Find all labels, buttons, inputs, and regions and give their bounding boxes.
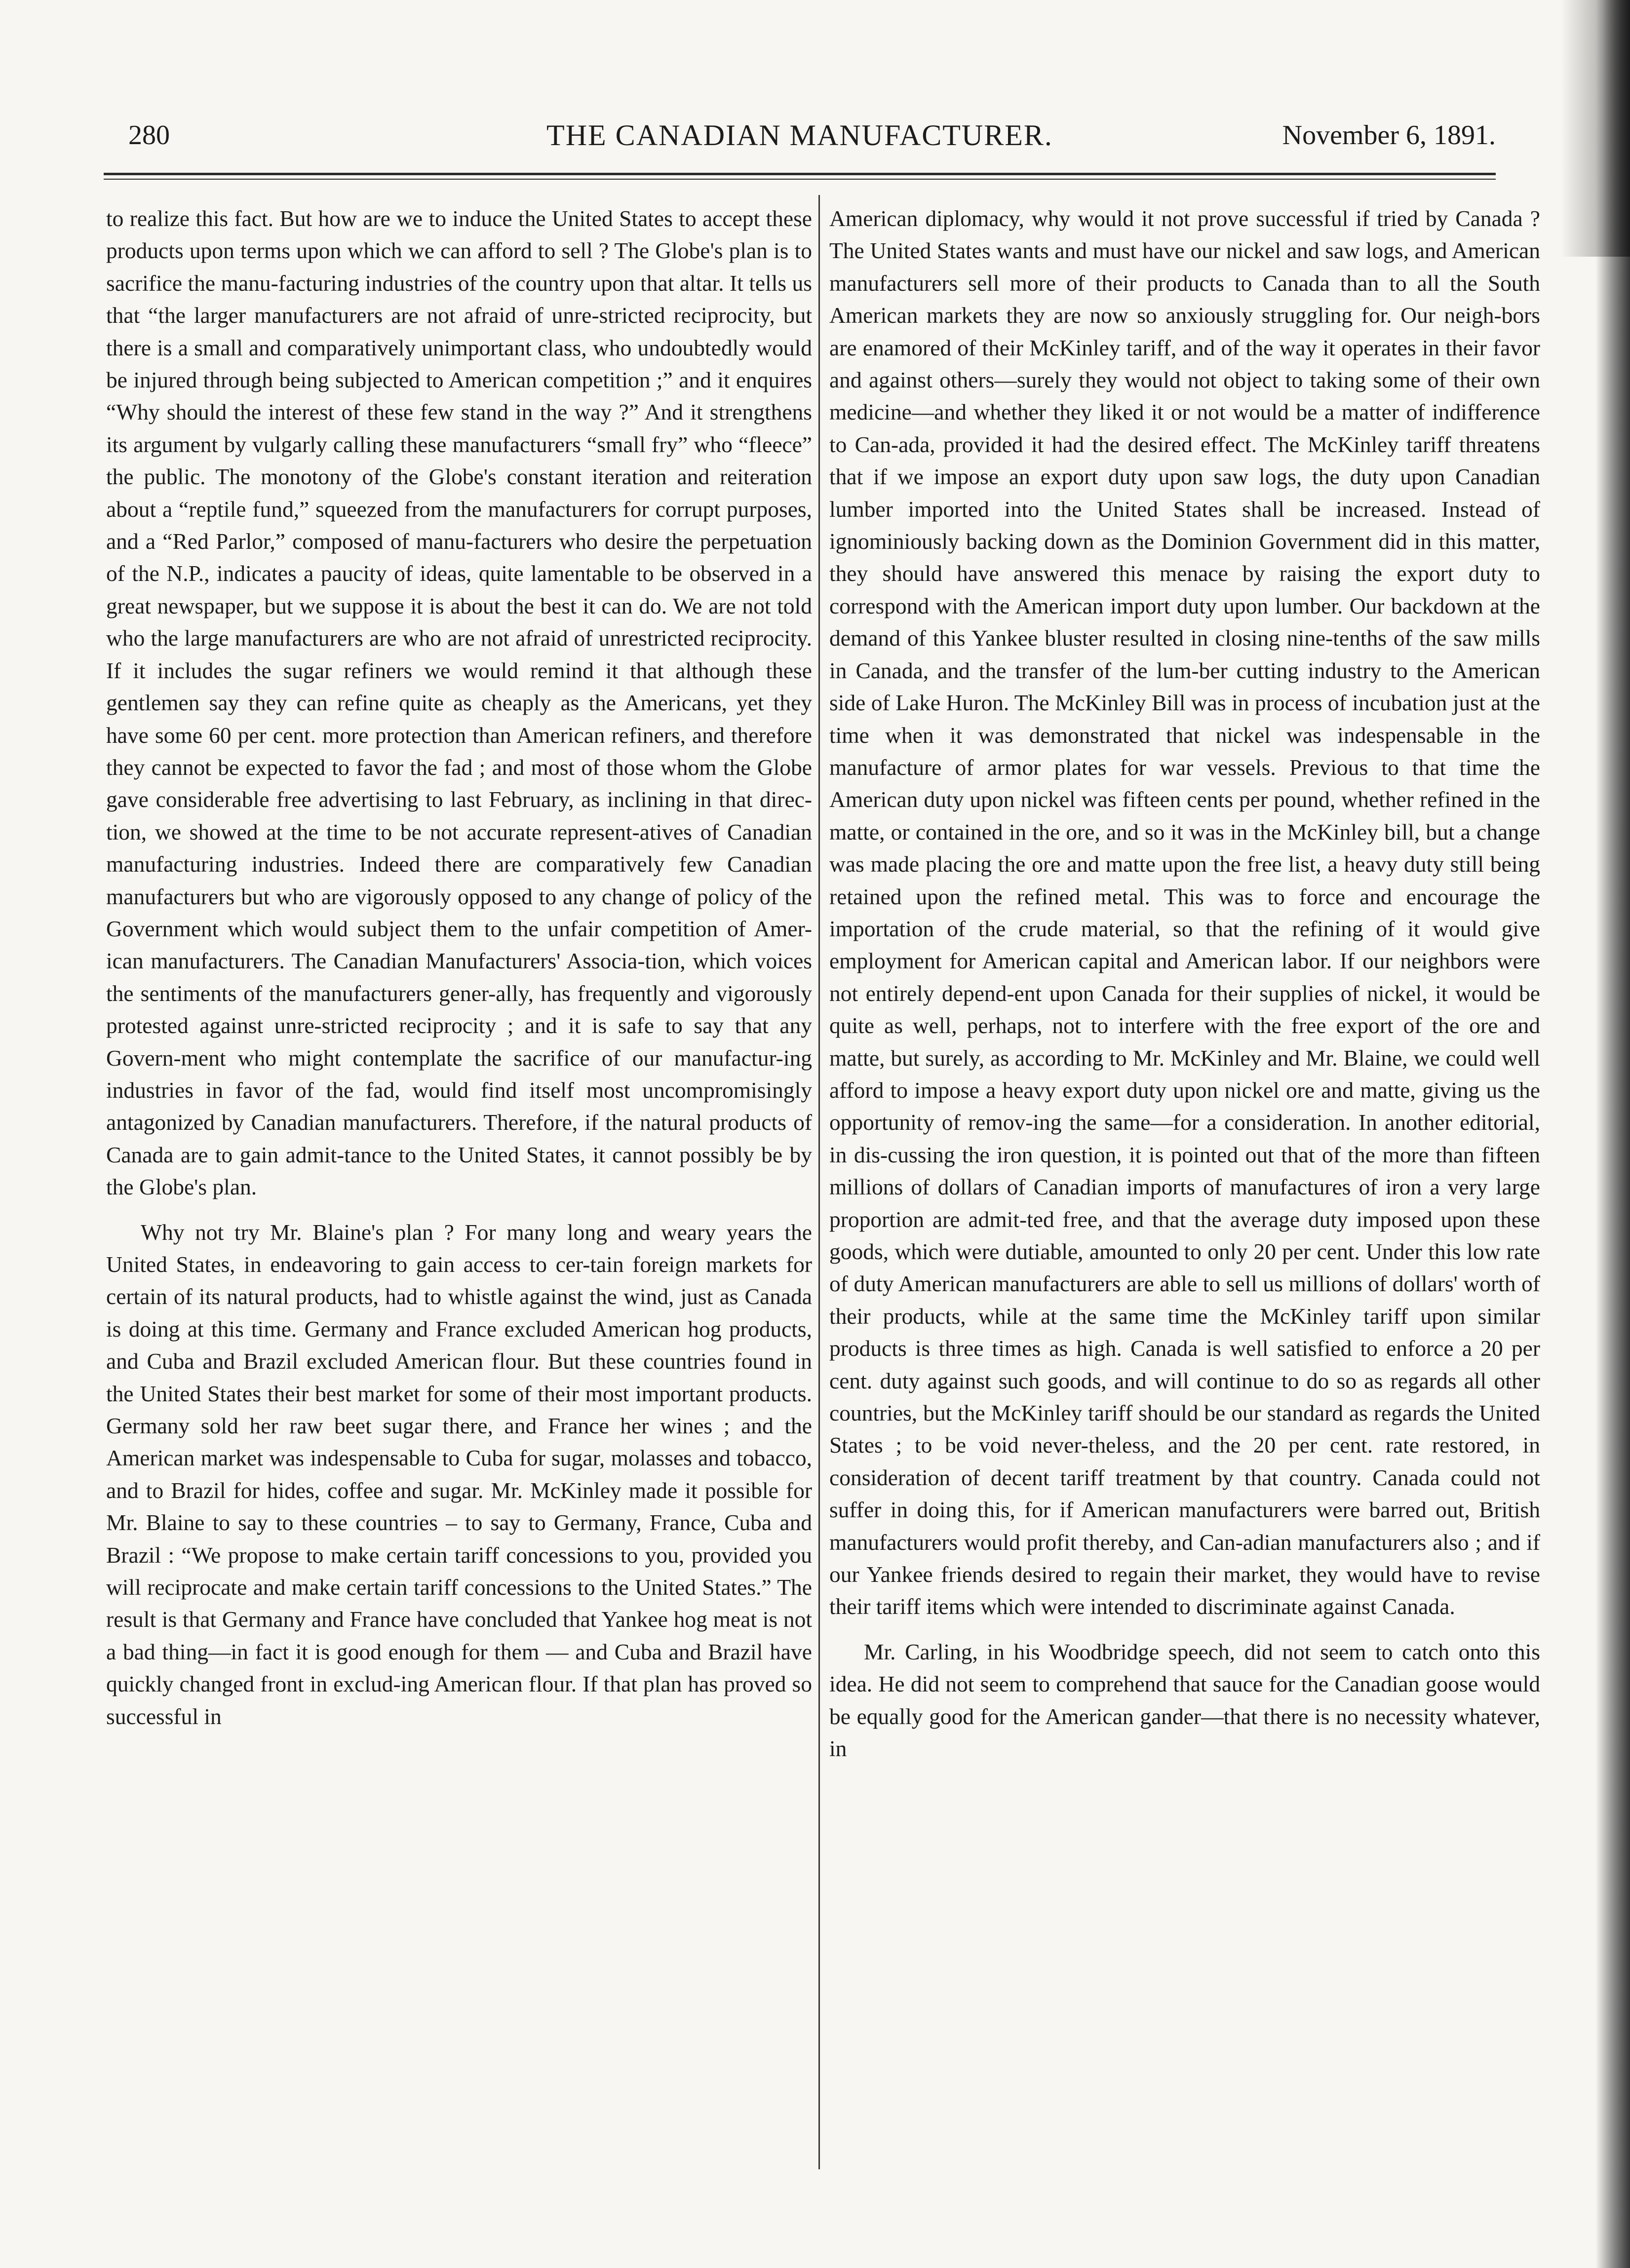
column-divider: [818, 195, 820, 2169]
header-rule-thick: [104, 173, 1496, 175]
left-paragraph-2: Why not try Mr. Blaine's plan ? For many long and weary years the United States, in endeavoring to gain access to cer-tain foreign markets for certain of its natural products, had to whistle against the wind, just as Canada is doing at this time. Germany and France excluded American hog products, and Cuba and Brazil excluded American flour. But these countries found in the United States their best market for some of their most important products. Germany sold her raw beet sugar there, and France her wines ; and the American market was indespensable to Cuba for sugar, molasses and tobacco, and to Brazil for hides, coffee and sugar. Mr. McKinley made it possible for Mr. Blaine to say to these countries – to say to Germany, France, Cuba and Brazil : “We propose to make certain tariff concessions to you, provided you will reciprocate and make certain tariff concessions to the United States.” The result is that Germany and France have concluded that Yankee hog meat is not a bad thing—in fact it is good enough for them — and Cuba and Brazil have quickly changed front in exclud-ing American flour. If that plan has proved so successful in: [106, 1219, 812, 1729]
page-edge-tear: [1561, 0, 1630, 257]
page-header: [104, 114, 1496, 163]
page-edge-shadow: [1595, 0, 1630, 2268]
issue-date: November 6, 1891.: [1282, 120, 1496, 151]
left-paragraph-1: to realize this fact. But how are we to induce the United States to accept these products upon terms upon which we can afford to sell ? The Globe's plan is to sacrifice the manu-facturing industries of the country upon that altar. It tells us that “the larger manufacturers are not afraid of unre-stricted reciprocity, but there is a small and comparatively unimportant class, who undoubtedly would be injured through being subjected to American competition ;” and it enquires “Why should the interest of these few stand in the way ?” And it strengthens its argument by vulgarly calling these manufacturers “small fry” who “fleece” the public. The monotony of the Globe's constant iteration and reiteration about a “reptile fund,” squeezed from the manufacturers for corrupt purposes, and a “Red Parlor,” composed of manu-facturers who desire the perpetuation of the N.P., indicates a paucity of ideas, quite lamentable to be observed in a great newspaper, but we suppose it is about the best it can do. We are not told who the large manufacturers are who are not afraid of unrestricted reciprocity. If it includes the sugar refiners we would remind it that although these gentlemen say they can refine quite as cheaply as the Americans, yet they have some 60 per cent. more protection than American refiners, and therefore they cannot be expected to favor the fad ; and most of those whom the Globe gave considerable free advertising to last February, as inclining in that direc-tion, we showed at the time to be not accurate represent-atives of Canadian manufacturing industries. Indeed there are comparatively few Canadian manufacturers but who are vigorously opposed to any change of policy of the Government which would subject them to the unfair competition of Amer-ican manufacturers. The Canadian Manufacturers' Associa-tion, which voices the sentiments of the manufacturers gener-ally, has frequently and vigorously protested against unre-stricted reciprocity ; and it is safe to say that any Govern-ment who might contemplate the sacrifice of our manufactur-ing industries in favor of the fad, would find itself most uncompromisingly antagonized by Canadian manufacturers. Therefore, if the natural products of Canada are to gain admit-tance to the United States, it cannot possibly be by the Globe's plan.: [106, 206, 812, 1200]
right-paragraph-2: Mr. Carling, in his Woodbridge speech, did not seem to catch onto this idea. He did not seem to comprehend that sauce for the Canadian goose would be equally good for the American gander—that there is no necessity whatever, in: [829, 1639, 1540, 1762]
header-rule-thin: [104, 179, 1496, 180]
right-paragraph-1: American diplomacy, why would it not prove successful if tried by Canada ? The United States wants and must have our nickel and saw logs, and American manufacturers sell more of their products to Canada than to all the South American markets they are now so anxiously struggling for. Our neigh-bors are enamored of their McKinley tariff, and of the way it operates in their favor and against others—surely they would not object to taking some of their own medicine—and whether they liked it or not would be a matter of indifference to Can-ada, provided it had the desired effect. The McKinley tariff threatens that if we impose an export duty upon saw logs, the duty upon Canadian lumber imported into the United States shall be increased. Instead of ignominiously backing down as the Dominion Government did in this matter, they should have answered this menace by raising the export duty to correspond with the American import duty upon lumber. Our backdown at the demand of this Yankee bluster resulted in closing nine-tenths of the saw mills in Canada, and the transfer of the lum-ber cutting industry to the American side of Lake Huron. The McKinley Bill was in process of incubation just at the time when it was demonstrated that nickel was indespensable in the manufacture of armor plates for war vessels. Previous to that time the American duty upon nickel was fifteen cents per pound, whether refined in the matte, or contained in the ore, and so it was in the McKinley bill, but a change was made placing the ore and matte upon the free list, a heavy duty still being retained upon the refined metal. This was to force and encourage the importation of the crude material, so that the refining of it would give employment for American capital and American labor. If our neighbors were not entirely depend-ent upon Canada for their supplies of nickel, it would be quite as well, perhaps, not to interfere with the free export of the ore and matte, but surely, as according to Mr. McKinley and Mr. Blaine, we could well afford to impose a heavy export duty upon nickel ore and matte, giving us the opportunity of remov-ing the same—for a consideration. In another editorial, in dis-cussing the iron question, it is pointed out that of the more than fifteen millions of dollars of Canadian imports of manufactures of iron a very large proportion are admit-ted free, and that the average duty imposed upon these goods, which were dutiable, amounted to only 20 per cent. Under this low rate of duty American manufacturers are able to sell us millions of dollars' worth of their products, while at the same time the McKinley tariff upon similar products is three times as high. Canada is well satisfied to enforce a 20 per cent. duty against such goods, and will continue to do so as regards all other countries, but the McKinley tariff should be our standard as regards the United States ; to be void never-theless, and the 20 per cent. rate restored, in consideration of decent tariff treatment by that country. Canada could not suffer in doing this, for if American manufacturers were barred out, British manufacturers would profit thereby, and Can-adian manufacturers also ; and if our Yankee friends desired to regain their market, they would have to revise their tariff items which were intended to discriminate against Canada.: [829, 206, 1540, 1619]
page-number: 280: [128, 120, 170, 151]
right-column: [829, 202, 1540, 2172]
journal-title: THE CANADIAN MANUFACTURER.: [546, 119, 1053, 152]
left-column: [106, 202, 812, 2172]
